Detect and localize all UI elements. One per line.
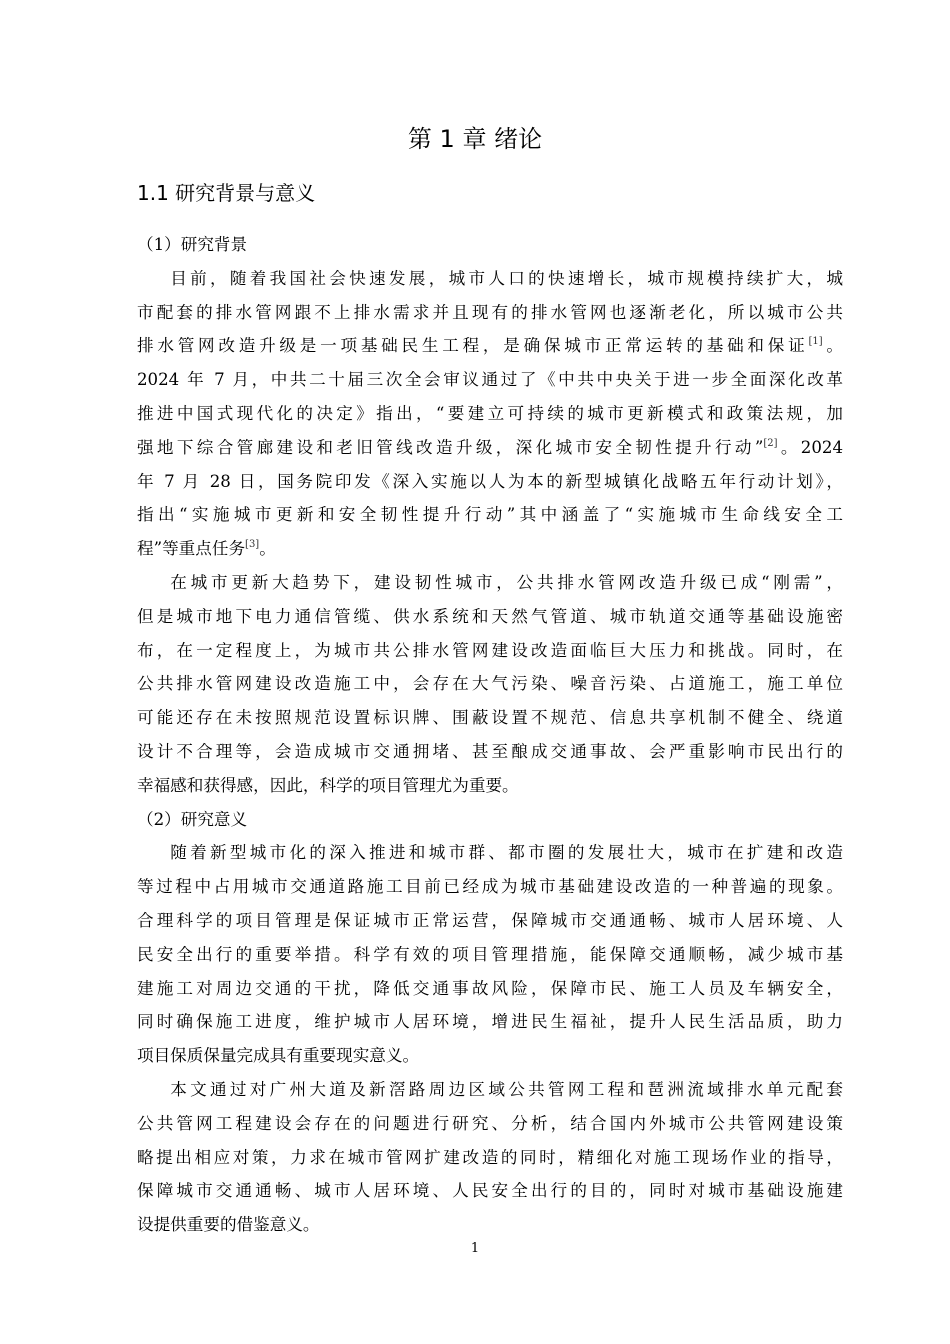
- text-line: [137, 972, 843, 1006]
- text-line: [137, 566, 843, 600]
- line-text: 公共管网工程建设会存在的问题进行研究、分析，结合国内外城市公共管网建设策: [137, 1113, 843, 1133]
- paragraph: [137, 1073, 843, 1242]
- text-line: [137, 634, 843, 668]
- paragraph: [137, 836, 843, 1073]
- line-text: 程”等重点任务: [137, 539, 246, 559]
- text-line: [137, 938, 843, 972]
- line-text: 建施工对周边交通的干扰，降低交通事故风险，保障市民、施工人员及车辆安全，: [137, 978, 843, 998]
- text-line: [137, 735, 843, 769]
- line-text: 目前，随着我国社会快速发展，城市人口的快速增长，城市规模持续扩大，城: [170, 268, 843, 288]
- line-text: 同时确保施工进度，维护城市人居环境，增进民生福祉，提升人民生活品质，助力: [137, 1012, 843, 1032]
- line-text: 但是城市地下电力通信管缆、供水系统和天然气管道、城市轨道交通等基础设施密: [137, 606, 843, 626]
- line-text: 等过程中占用城市交通道路施工目前已经成为城市基础建设改造的一种普遍的现象。: [137, 877, 843, 897]
- text-line: [137, 397, 843, 431]
- line-text: 项目保质保量完成具有重要现实意义。: [137, 1046, 420, 1066]
- paragraph: [137, 262, 843, 566]
- line-text: 指出“实施城市更新和安全韧性提升行动”其中涵盖了“实施城市生命线安全工: [137, 505, 843, 525]
- line-text: 布，在一定程度上，为城市共公排水管网建设改造面临巨大压力和挑战。同时，在: [137, 640, 843, 660]
- chapter-title: 第 1 章 绪论: [407, 125, 543, 153]
- text-line: [137, 1208, 843, 1242]
- text-line: [137, 1107, 843, 1141]
- line-text: 年 7 月 28 日，国务院印发《深入实施以人为本的新型城镇化战略五年行动计划》，: [137, 471, 843, 491]
- line-text: 合理科学的项目管理是保证城市正常运营，保障城市交通通畅、城市人居环境、人: [137, 910, 843, 930]
- line-text: 可能还存在未按照规范设置标识牌、围蔽设置不规范、信息共享机制不健全、绕道: [137, 708, 843, 728]
- text-line: [137, 836, 843, 870]
- line-text: 强地下综合管廊建设和老旧管线改造升级，深化城市安全韧性提升行动”: [137, 437, 764, 457]
- text-line: [137, 329, 843, 363]
- citation-marker: [2]: [763, 437, 778, 449]
- line-text: 推进中国式现代化的决定》指出，“要建立可持续的城市更新模式和政策法规，加: [137, 403, 843, 423]
- text-line: [137, 431, 843, 465]
- section-title: 1.1 研究背景与意义: [137, 181, 316, 205]
- line-text: 设提供重要的借鉴意义。: [137, 1215, 320, 1235]
- text-line: [137, 296, 843, 330]
- line-text: 设计不合理等，会造成城市交通拥堵、甚至酿成交通事故、会严重影响市民出行的: [137, 741, 843, 761]
- line-text: 排水管网改造升级是一项基础民生工程，是确保城市正常运转的基础和保证: [137, 336, 809, 356]
- text-line: [137, 769, 843, 803]
- subsection-heading: （2）研究意义: [137, 809, 248, 829]
- line-text: 公共排水管网建设改造施工中，会存在大气污染、噪音污染、占道施工，施工单位: [137, 674, 843, 694]
- text-line: [137, 1005, 843, 1039]
- line-text: 民安全出行的重要举措。科学有效的项目管理措施，能保障交通顺畅，减少城市基: [137, 944, 843, 964]
- line-text-tail: 。2024: [777, 437, 843, 457]
- text-line: [137, 262, 843, 296]
- text-line: [137, 1039, 843, 1073]
- line-text: 本文通过对广州大道及新滘路周边区域公共管网工程和琶洲流域排水单元配套: [170, 1079, 843, 1099]
- line-text-tail: 。: [822, 336, 844, 356]
- line-text: 在城市更新大趋势下，建设韧性城市，公共排水管网改造升级已成“刚需”，: [170, 572, 843, 592]
- text-line: [137, 870, 843, 904]
- line-text: 2024 年 7 月，中共二十届三次全会审议通过了《中共中央关于进一步全面深化改革: [137, 370, 843, 390]
- text-line: [137, 465, 843, 499]
- body-text: [137, 228, 843, 1242]
- text-line: [137, 1141, 843, 1175]
- line-text: 保障城市交通通畅、城市人居环境、人民安全出行的目的，同时对城市基础设施建: [137, 1181, 843, 1201]
- line-text-tail: 。: [259, 539, 276, 559]
- page-number: 1: [470, 1241, 480, 1256]
- text-line: [137, 1174, 843, 1208]
- line-text: 市配套的排水管网跟不上排水需求并且现有的排水管网也逐渐老化，所以城市公共: [137, 302, 843, 322]
- line-text: 随着新型城市化的深入推进和城市群、都市圈的发展壮大，城市在扩建和改造: [170, 843, 843, 863]
- line-text: 幸福感和获得感，因此，科学的项目管理尤为重要。: [137, 775, 519, 795]
- text-line: [137, 667, 843, 701]
- paragraph: [137, 566, 843, 803]
- citation-marker: [1]: [808, 336, 823, 348]
- citation-marker: [3]: [245, 539, 260, 551]
- text-line: [137, 498, 843, 532]
- text-line: [137, 600, 843, 634]
- text-line: [137, 532, 843, 566]
- text-line: [137, 363, 843, 397]
- line-text: 略提出相应对策，力求在城市管网扩建改造的同时，精细化对施工现场作业的指导，: [137, 1147, 843, 1167]
- text-line: [137, 701, 843, 735]
- text-line: [137, 1073, 843, 1107]
- text-line: [137, 904, 843, 938]
- subsection-heading: （1）研究背景: [137, 235, 248, 254]
